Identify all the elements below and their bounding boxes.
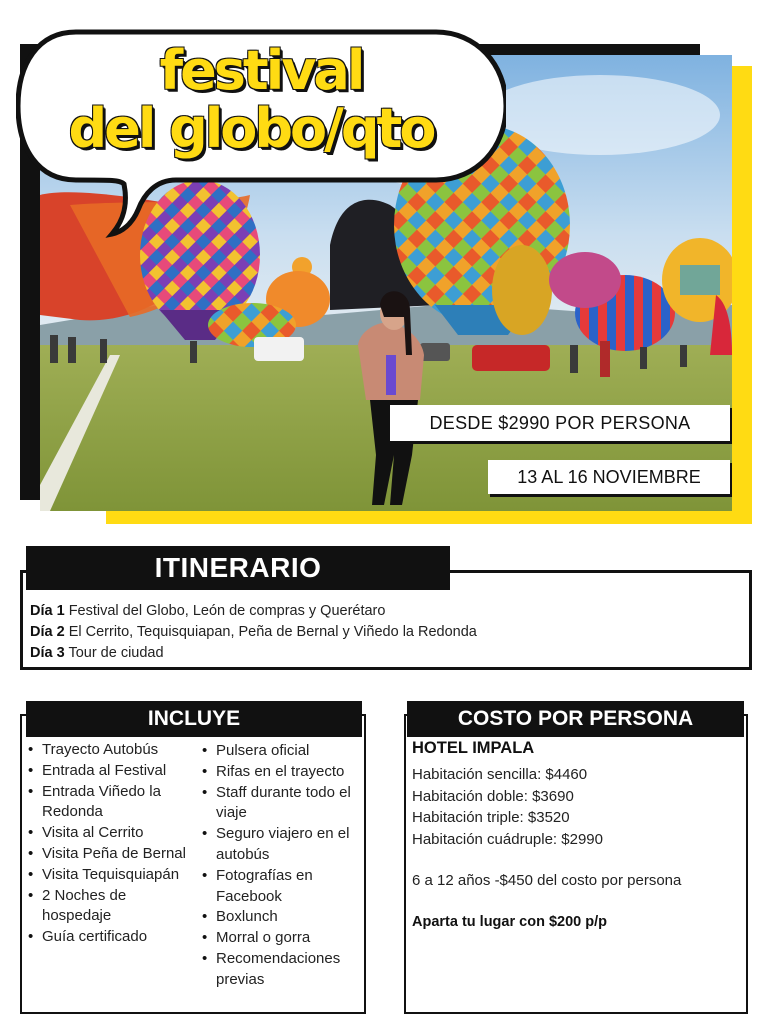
list-item: • Fotografías en Facebook bbox=[200, 866, 362, 908]
includes-list-left bbox=[26, 740, 196, 948]
list-item: • Guía certificado bbox=[26, 927, 196, 948]
price-tag: DESDE $2990 POR PERSONA bbox=[390, 405, 730, 441]
date-tag: 13 AL 16 NOVIEMBRE bbox=[488, 460, 730, 494]
title-line-1: festival bbox=[159, 39, 363, 102]
includes-list-right bbox=[200, 741, 362, 991]
list-item: • Visita al Cerrito bbox=[26, 823, 196, 844]
list-item: • 2 Noches de hospedaje bbox=[26, 886, 196, 928]
hotel-name: HOTEL IMPALA bbox=[412, 739, 535, 757]
room-prices bbox=[412, 764, 603, 850]
list-item: • Seguro viajero en el autobús bbox=[200, 824, 362, 866]
title-bubble bbox=[16, 24, 506, 184]
itinerary-day bbox=[30, 601, 477, 622]
room-price: Habitación doble: $3690 bbox=[412, 787, 574, 805]
list-item: • Entrada al Festival bbox=[26, 761, 196, 782]
reservation-note: Aparta tu lugar con $200 p/p bbox=[412, 914, 607, 930]
itinerary-day bbox=[30, 643, 477, 664]
day-text: Festival del Globo, León de compras y Querétaro bbox=[64, 603, 386, 619]
day-text: El Cerrito, Tequisquiapan, Peña de Bernal y Viñedo la Redonda bbox=[64, 624, 477, 640]
list-item: • Boxlunch bbox=[200, 907, 362, 928]
list-item: • Rifas en el trayecto bbox=[200, 762, 362, 783]
list-item: • Morral o gorra bbox=[200, 928, 362, 949]
room-price: Habitación cuádruple: $2990 bbox=[412, 830, 603, 848]
cost-box bbox=[404, 714, 748, 1014]
list-item: • Visita Peña de Bernal bbox=[26, 844, 196, 865]
room-price: Habitación triple: $3520 bbox=[412, 809, 570, 826]
day-label: Día 3 bbox=[30, 645, 65, 661]
day-label: Día 2 bbox=[30, 624, 65, 640]
itinerary-list bbox=[30, 601, 477, 664]
kids-discount: 6 a 12 años -$450 del costo por persona bbox=[412, 872, 682, 889]
includes-header: INCLUYE bbox=[26, 701, 362, 737]
room-price: Habitación sencilla: $4460 bbox=[412, 766, 588, 783]
day-text: Tour de ciudad bbox=[64, 645, 164, 661]
festival-title bbox=[16, 39, 486, 160]
list-item: • Trayecto Autobús bbox=[26, 740, 196, 761]
list-item: • Visita Tequisquiapán bbox=[26, 865, 196, 886]
list-item: • Pulsera oficial bbox=[200, 741, 362, 762]
list-item: • Entrada Viñedo la Redonda bbox=[26, 782, 196, 824]
itinerary-day bbox=[30, 622, 477, 643]
cost-header: COSTO POR PERSONA bbox=[407, 701, 744, 737]
list-item: • Recomendaciones previas bbox=[200, 949, 362, 991]
day-label: Día 1 bbox=[30, 603, 65, 619]
list-item: • Staff durante todo el viaje bbox=[200, 783, 362, 825]
itinerary-header: ITINERARIO bbox=[26, 546, 450, 590]
title-line-2: del globo/qto bbox=[68, 97, 434, 160]
